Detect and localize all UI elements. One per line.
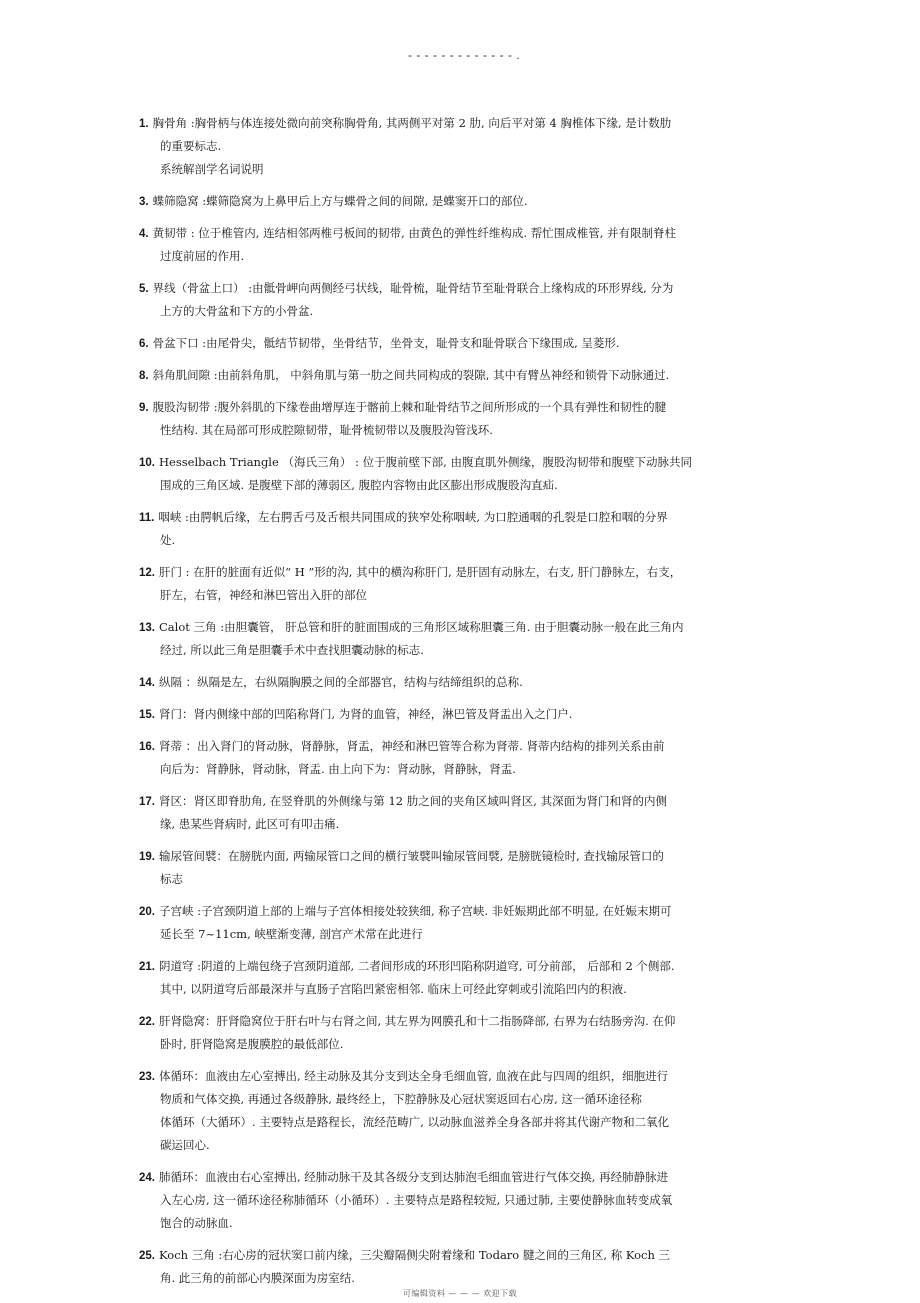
entry-number: 4. bbox=[139, 228, 149, 240]
glossary-list bbox=[139, 112, 779, 1299]
entry-first-line bbox=[139, 1010, 779, 1033]
entry-first-line bbox=[139, 703, 779, 726]
entry-continuation-line bbox=[139, 1134, 779, 1157]
entry-text: Hesselbach Triangle （海氏三角） : 位于腹前壁下部, 由腹直肌外侧缘，腹股沟韧带和腹壁下动脉共同 bbox=[159, 455, 692, 469]
entry-first-line bbox=[139, 364, 779, 387]
glossary-entry bbox=[139, 451, 779, 497]
glossary-entry bbox=[139, 703, 779, 726]
entry-text: 物质和气体交换, 再通过各级静脉, 最终经上，下腔静脉及心冠状窦返回右心房, 这一循环途径称 bbox=[160, 1092, 642, 1106]
entry-text: 经过, 所以此三角是胆囊手术中查找胆囊动脉的标志. bbox=[160, 643, 424, 657]
entry-text: 上方的大骨盆和下方的小骨盆. bbox=[160, 304, 314, 318]
entry-number: 19. bbox=[139, 851, 155, 863]
entry-text: 肾门：肾内侧缘中部的凹陷称肾门, 为肾的血管，神经，淋巴管及肾盂出入之门户. bbox=[159, 707, 573, 721]
glossary-entry bbox=[139, 561, 779, 607]
glossary-entry bbox=[139, 616, 779, 662]
entry-text: 输尿管间襞：在膀胱内面, 两输尿管口之间的横行皱襞叫输尿管间襞, 是膀胱镜检时, 查找输尿管口的 bbox=[159, 849, 664, 863]
entry-text: 阴道穹 :阴道的上端包绕子宫颈阴道部, 二者间形成的环形凹陷称阴道穹, 可分前部， 后部和 2 个侧部. bbox=[159, 959, 675, 973]
entry-first-line bbox=[139, 1065, 779, 1088]
entry-number: 12. bbox=[139, 567, 155, 579]
section-subtitle: 系统解剖学名词说明 bbox=[160, 162, 264, 176]
entry-text: 卧时, 肝肾隐窝是腹膜腔的最低部位. bbox=[160, 1037, 344, 1051]
glossary-entry bbox=[139, 277, 779, 323]
entry-text: 肾区：肾区即脊肋角, 在竖脊肌的外侧缘与第 12 肋之间的夹角区域叫肾区, 其深面为肾门和肾的内侧 bbox=[159, 794, 668, 808]
glossary-entry bbox=[139, 112, 779, 158]
entry-first-line bbox=[139, 735, 779, 758]
entry-continuation-line bbox=[139, 1267, 779, 1290]
glossary-entry bbox=[139, 790, 779, 836]
entry-text: 界线（骨盆上口） :由骶骨岬向两侧经弓状线，耻骨梳，耻骨结节至耻骨联合上缘构成的环形界线, 分为 bbox=[152, 281, 674, 295]
glossary-entry bbox=[139, 506, 779, 552]
entry-first-line bbox=[139, 900, 779, 923]
entry-number: 21. bbox=[139, 961, 155, 973]
entry-number: 16. bbox=[139, 741, 155, 753]
entry-text: 入左心房, 这一循环途径称肺循环（小循环）. 主要特点是路程较短, 只通过肺, 主要使静脉血转变成氧 bbox=[160, 1193, 673, 1207]
entry-number: 22. bbox=[139, 1016, 155, 1028]
entry-text: 纵隔 ：纵隔是左，右纵隔胸膜之间的全部器官，结构与结缔组织的总称. bbox=[159, 675, 523, 689]
entry-number: 6. bbox=[139, 338, 149, 350]
entry-continuation-line bbox=[139, 1212, 779, 1235]
glossary-entry bbox=[139, 396, 779, 442]
entry-continuation-line bbox=[139, 1189, 779, 1212]
entry-text: 咽峡 :由腭帆后缘，左右腭舌弓及舌根共同围成的狭窄处称咽峡, 为口腔通咽的孔裂是口腔和咽的分界 bbox=[158, 510, 668, 524]
entry-first-line bbox=[139, 222, 779, 245]
entry-first-line bbox=[139, 332, 779, 355]
entry-first-line bbox=[139, 1244, 779, 1267]
entry-text: 围成的三角区域. 是腹壁下部的薄弱区, 腹腔内容物由此区膨出形成腹股沟直疝. bbox=[160, 478, 558, 492]
entry-number: 15. bbox=[139, 709, 155, 721]
entry-continuation-line bbox=[139, 639, 779, 662]
entry-number: 5. bbox=[139, 283, 149, 295]
entry-text: 饱合的动脉血. bbox=[160, 1216, 233, 1230]
entry-continuation-line bbox=[139, 300, 779, 323]
entry-continuation-line bbox=[139, 419, 779, 442]
entry-text: 碳运回心. bbox=[160, 1138, 210, 1152]
glossary-entry bbox=[139, 1244, 779, 1290]
entry-text: 体循环：血液由左心室搏出, 经主动脉及其分支到达全身毛细血管, 血液在此与四周的组织，细胞进行 bbox=[159, 1069, 669, 1083]
entry-text: 肾蒂 ：出入肾门的肾动脉，肾静脉，肾盂，神经和淋巴管等合称为肾蒂. 肾蒂内结构的排列关系由前 bbox=[159, 739, 665, 753]
glossary-entry bbox=[139, 364, 779, 387]
entry-continuation-line bbox=[139, 923, 779, 946]
entry-text: 标志 bbox=[160, 872, 183, 886]
entry-first-line bbox=[139, 506, 779, 529]
entry-number: 10. bbox=[139, 457, 155, 469]
entry-number: 1. bbox=[139, 118, 149, 130]
entry-number: 23. bbox=[139, 1071, 155, 1083]
entry-number: 24. bbox=[139, 1172, 155, 1184]
entry-continuation-line bbox=[139, 758, 779, 781]
glossary-entry bbox=[139, 1166, 779, 1235]
header-dash-rule: - - - - - - - - - - - - - . bbox=[408, 48, 521, 62]
glossary-entry bbox=[139, 1010, 779, 1056]
entry-text: 肝肾隐窝：肝肾隐窝位于肝右叶与右肾之间, 其左界为网膜孔和十二指肠降部, 右界为右结肠旁沟. 在仰 bbox=[159, 1014, 676, 1028]
entry-first-line bbox=[139, 190, 779, 213]
entry-continuation-line bbox=[139, 978, 779, 1001]
entry-text: 骨盆下口 :由尾骨尖，骶结节韧带，坐骨结节，坐骨支，耻骨支和耻骨联合下缘围成, 呈菱形. bbox=[152, 336, 620, 350]
entry-first-line bbox=[139, 671, 779, 694]
entry-number: 13. bbox=[139, 622, 155, 634]
entry-first-line bbox=[139, 396, 779, 419]
entry-text: 腹股沟韧带 :腹外斜肌的下缘卷曲增厚连于髂前上棘和耻骨结节之间所形成的一个具有弹性和韧性的腱 bbox=[152, 400, 667, 414]
entry-continuation-line bbox=[139, 245, 779, 268]
entry-text: 角. 此三角的前部心内膜深面为房室结. bbox=[160, 1271, 355, 1285]
glossary-entry bbox=[139, 671, 779, 694]
entry-number: 8. bbox=[139, 370, 149, 382]
entry-text: 蝶筛隐窝 :蝶筛隐窝为上鼻甲后上方与蝶骨之间的间隙, 是蝶窦开口的部位. bbox=[152, 194, 528, 208]
entry-text: 子宫峡 :子宫颈阴道上部的上端与子宫体相接处较狭细, 称子宫峡. 非妊娠期此部不明显, 在妊娠末期可 bbox=[159, 904, 672, 918]
entry-text: 体循环（大循环）. 主要特点是路程长，流经范畴广, 以动脉血滋养全身各部并将其代谢产物和二氧化 bbox=[160, 1115, 670, 1129]
entry-text: 胸骨角 :胸骨柄与体连接处微向前突称胸骨角, 其两侧平对第 2 肋, 向后平对第 4 胸椎体下缘, 是计数肋 bbox=[152, 116, 672, 130]
entry-first-line bbox=[139, 1166, 779, 1189]
glossary-entry bbox=[139, 845, 779, 891]
entry-continuation-line bbox=[139, 474, 779, 497]
entry-number: 20. bbox=[139, 906, 155, 918]
entry-number: 3. bbox=[139, 196, 149, 208]
entry-continuation-line bbox=[139, 868, 779, 891]
entry-text: 肝门 : 在肝的脏面有近似“ H ”形的沟, 其中的横沟称肝门, 是肝固有动脉左，右支, 肝门静脉左，右支， bbox=[159, 565, 682, 579]
entry-first-line bbox=[139, 561, 779, 584]
entry-text: 黄韧带 : 位于椎管内, 连结相邻两椎弓板间的韧带, 由黄色的弹性纤维构成. 帮忙围成椎管, 并有限制脊柱 bbox=[152, 226, 677, 240]
glossary-entry bbox=[139, 955, 779, 1001]
entry-continuation-line bbox=[139, 1088, 779, 1111]
entry-number: 14. bbox=[139, 677, 155, 689]
glossary-entry bbox=[139, 900, 779, 946]
entry-text: 性结构. 其在局部可形成腔隙韧带，耻骨梳韧带以及腹股沟管浅环. bbox=[160, 423, 493, 437]
glossary-entry bbox=[139, 332, 779, 355]
entry-number: 25. bbox=[139, 1250, 155, 1262]
entry-first-line bbox=[139, 845, 779, 868]
glossary-entry bbox=[139, 735, 779, 781]
entry-text: 肝左，右管，神经和淋巴管出入肝的部位 bbox=[160, 588, 367, 602]
entry-first-line bbox=[139, 955, 779, 978]
glossary-entry bbox=[139, 222, 779, 268]
entry-text: Koch 三角 :右心房的冠状窦口前内缘，三尖瓣隔侧尖附着缘和 Todaro 腱之间的三角区, 称 Koch 三 bbox=[159, 1248, 671, 1262]
entry-text: 缘, 患某些肾病时, 此区可有叩击痛. bbox=[160, 817, 340, 831]
entry-text: 延长至 7~11cm, 峡壁渐变薄, 剖宫产术常在此进行 bbox=[160, 927, 423, 941]
entry-continuation-line bbox=[139, 135, 779, 158]
entry-text: 过度前屈的作用. bbox=[160, 249, 245, 263]
page-footer: 可编辑资料 — — — 欢迎下载 bbox=[402, 1289, 518, 1298]
entry-continuation-line bbox=[139, 1033, 779, 1056]
glossary-entry bbox=[139, 1065, 779, 1157]
entry-text: 处. bbox=[160, 533, 176, 547]
entry-first-line bbox=[139, 277, 779, 300]
entry-text: Calot 三角 :由胆囊管， 肝总管和肝的脏面围成的三角形区域称胆囊三角. 由于胆囊动脉一般在此三角内 bbox=[159, 620, 684, 634]
entry-continuation-line bbox=[139, 529, 779, 552]
entry-first-line bbox=[139, 112, 779, 135]
entry-text: 向后为：肾静脉，肾动脉，肾盂. 由上向下为：肾动脉，肾静脉，肾盂. bbox=[160, 762, 516, 776]
entry-continuation-line bbox=[139, 1111, 779, 1134]
entry-continuation-line bbox=[139, 584, 779, 607]
entry-text: 的重要标志. bbox=[160, 139, 222, 153]
entry-first-line bbox=[139, 790, 779, 813]
entry-first-line bbox=[139, 451, 779, 474]
entry-text: 其中, 以阴道穹后部最深并与直肠子宫陷凹紧密相邻. 临床上可经此穿刺或引流陷凹内的积液. bbox=[160, 982, 627, 996]
entry-continuation-line bbox=[139, 813, 779, 836]
entry-text: 斜角肌间隙 :由前斜角肌， 中斜角肌与第一肋之间共同构成的裂隙, 其中有臂丛神经和锁骨下动脉通过. bbox=[152, 368, 670, 382]
entry-number: 17. bbox=[139, 796, 155, 808]
entry-number: 9. bbox=[139, 402, 149, 414]
glossary-entry bbox=[139, 190, 779, 213]
entry-first-line bbox=[139, 616, 779, 639]
entry-text: 肺循环：血液由右心室搏出, 经肺动脉干及其各级分支到达肺泡毛细血管进行气体交换, 再经肺静脉进 bbox=[159, 1170, 669, 1184]
entry-number: 11. bbox=[139, 512, 155, 524]
